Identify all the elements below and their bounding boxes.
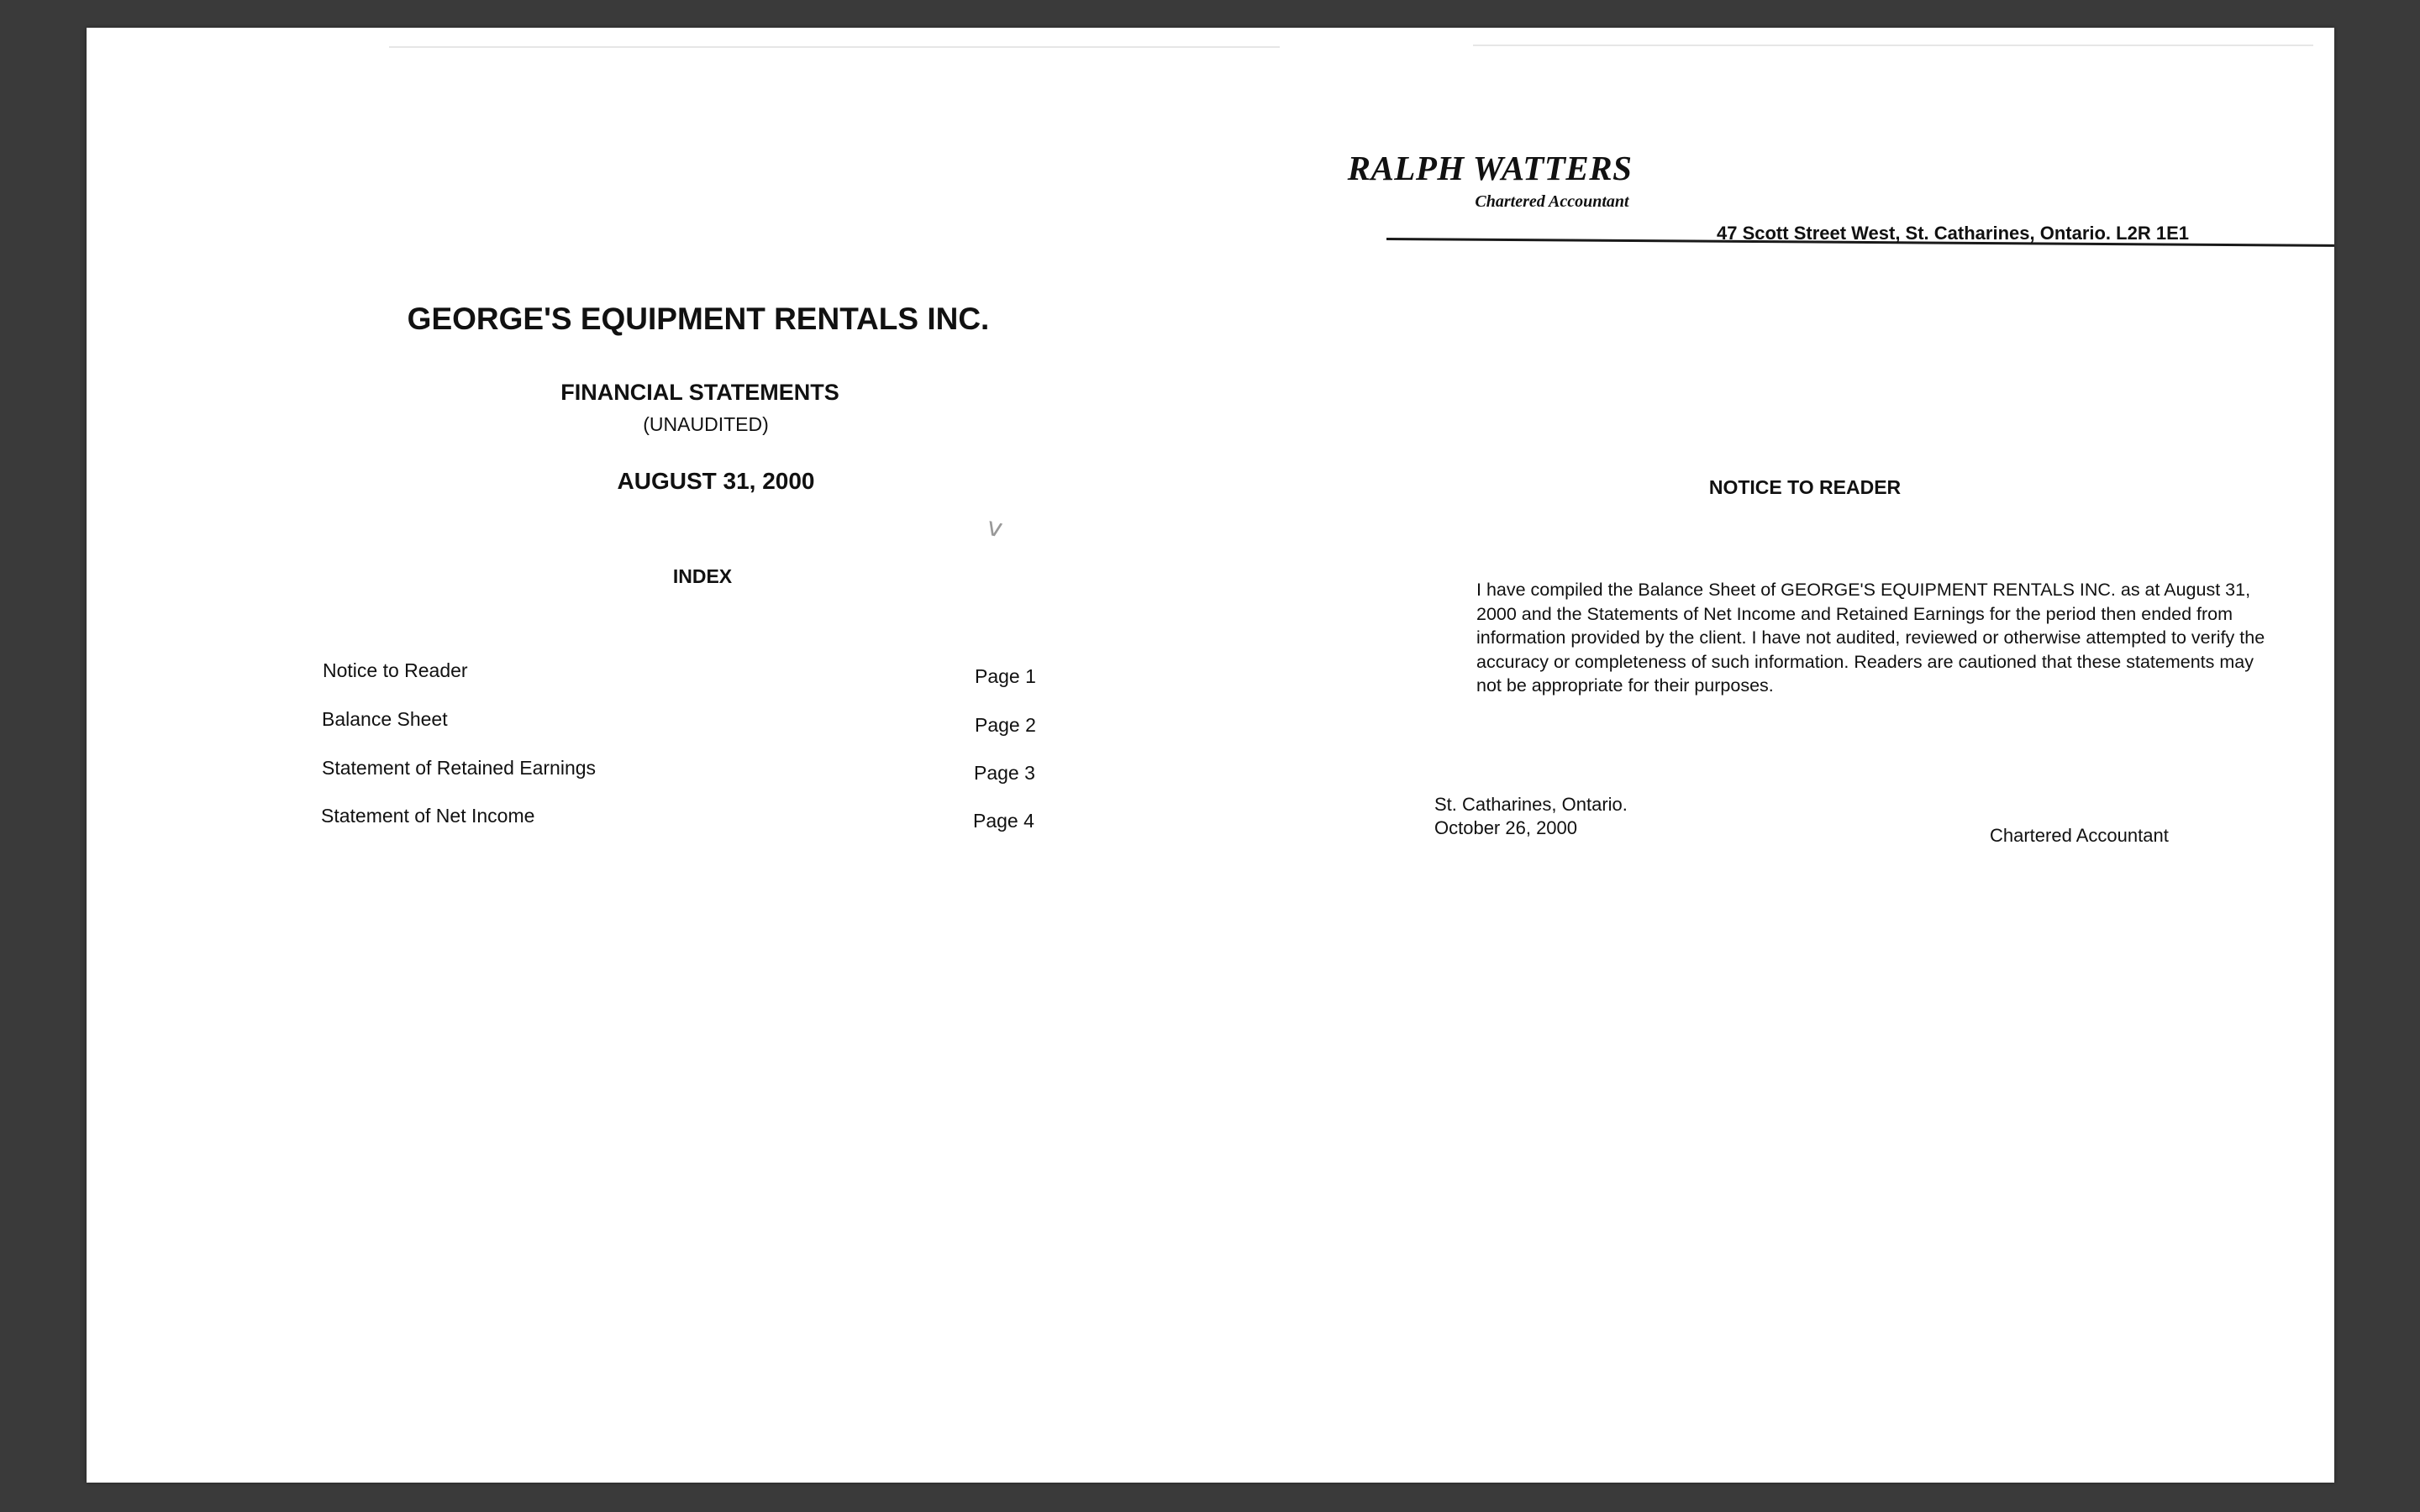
index-entry-label: Statement of Net Income	[321, 805, 535, 827]
pencil-mark-icon: ⅴ	[984, 512, 1006, 544]
index-entry-label: Balance Sheet	[322, 708, 448, 730]
statement-date: AUGUST 31, 2000	[617, 468, 815, 494]
letterhead-address: 47 Scott Street West, St. Catharines, Ontario. L2R 1E1	[1717, 223, 2189, 244]
unaudited-note: (UNAUDITED)	[643, 413, 769, 435]
company-name: GEORGE'S EQUIPMENT RENTALS INC.	[407, 302, 990, 336]
letterhead-title: Chartered Accountant	[1475, 192, 1629, 211]
scan-fold-line-left	[389, 46, 1280, 48]
index-entry-page: Page 3	[974, 762, 1035, 784]
index-title: INDEX	[672, 565, 733, 587]
notice-body: I have compiled the Balance Sheet of GEORGE'S EQUIPMENT RENTALS INC. as at August 31, 2000 and the Statements of Net Income and Retained Earnings for the period then ended from information provided by the client. I have not audited, reviewed or otherwise attempted to verify the accuracy or completeness of such information. Readers are cautioned that these statements may not be appropriate for their purposes.	[1476, 580, 2265, 696]
statement-title: FINANCIAL STATEMENTS	[560, 380, 839, 405]
signatory-title: Chartered Accountant	[1990, 825, 2169, 846]
scan-fold-line-right	[1473, 45, 2313, 46]
signature-location: St. Catharines, Ontario.	[1434, 794, 1628, 815]
notice-title: NOTICE TO READER	[1708, 476, 1902, 498]
index-entry-label: Statement of Retained Earnings	[322, 757, 597, 779]
scanned-document-sheet	[87, 28, 2334, 1483]
index-entry-page: Page 4	[973, 810, 1034, 832]
index-entry-label: Notice to Reader	[323, 659, 468, 681]
signature-date: October 26, 2000	[1434, 817, 1578, 838]
letterhead-name: RALPH WATTERS	[1347, 149, 1633, 187]
index-entry-page: Page 1	[975, 665, 1036, 687]
index-entry-page: Page 2	[975, 714, 1036, 736]
